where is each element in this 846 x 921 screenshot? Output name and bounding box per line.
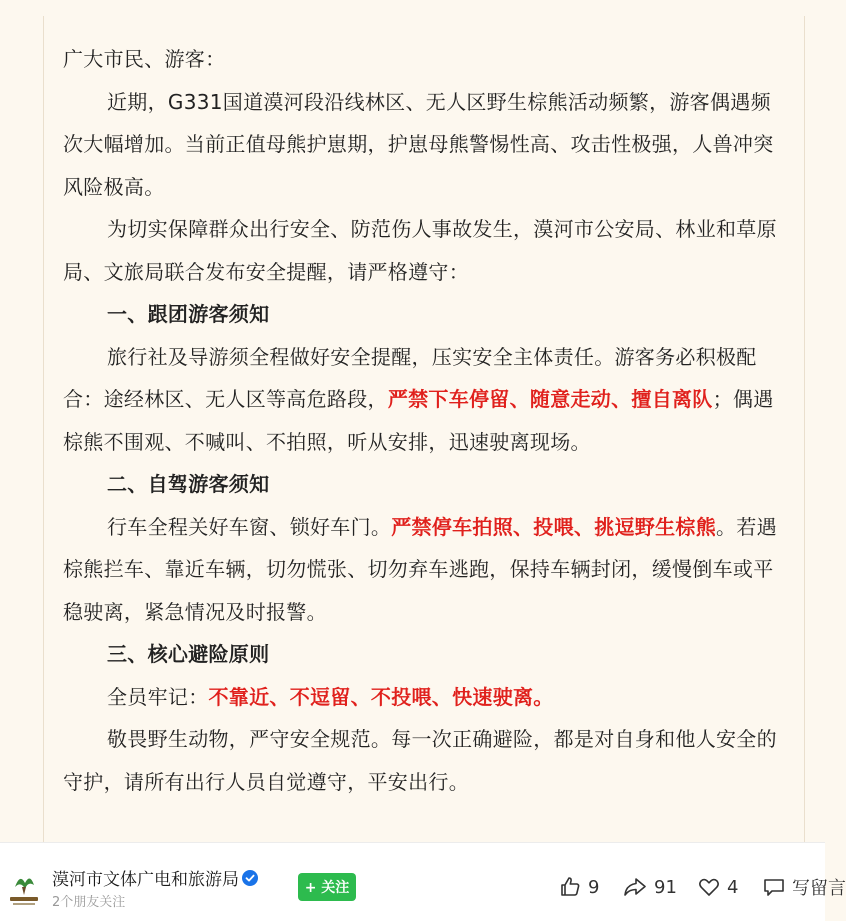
section1-highlight: 严禁下车停留、随意走动、擅自离队 xyxy=(387,387,713,411)
section1-text-a: 旅行社及导游须全程做好安全提醒，压实安全主体责任。游客务必积极配合：途经林区、无人区等高危路段， xyxy=(63,344,757,411)
like-count: 9 xyxy=(588,876,600,898)
section1-paragraph xyxy=(63,336,788,464)
section2-text-b: 。若遇棕熊拦车、靠近车辆，切勿慌张、切勿弃车逃跑，保持车辆封闭，缓慢倒车或平稳驶离，紧急情况及时报警。 xyxy=(63,514,777,624)
section3-paragraph xyxy=(63,676,788,719)
article-body xyxy=(63,38,788,803)
heart-icon xyxy=(697,875,721,899)
closing-paragraph: 敬畏野生动物，严守安全规范。每一次正确避险，都是对自身和他人安全的守护，请所有出行人员自觉遵守，平安出行。 xyxy=(63,727,777,794)
comment-label: 写留言 xyxy=(792,878,846,899)
section3-text-a: 全员牢记： xyxy=(107,684,209,709)
account-name[interactable] xyxy=(52,865,258,890)
friends-follow-count: 2个朋友关注 xyxy=(52,895,126,910)
section2-paragraph xyxy=(63,506,788,634)
greeting: 广大市民、游客： xyxy=(63,47,226,71)
section3-highlight: 不靠近、不逗留、不投喂、快速驶离。 xyxy=(208,684,554,709)
favorite-button[interactable] xyxy=(697,873,738,901)
share-icon xyxy=(622,875,648,899)
section1-text-b: ；偶遇棕熊不围观、不喊叫、不拍照，听从安排，迅速驶离现场。 xyxy=(63,387,774,454)
like-button[interactable] xyxy=(558,873,599,901)
share-button[interactable] xyxy=(622,873,677,901)
avatar[interactable] xyxy=(3,867,45,909)
section1-heading: 一、跟团游客须知 xyxy=(107,302,270,326)
thumbs-up-icon xyxy=(558,875,582,899)
follow-button[interactable]: + 关注 xyxy=(298,873,356,901)
section2-highlight: 严禁停车拍照、投喂、挑逗野生棕熊 xyxy=(391,514,717,539)
section3-heading: 三、核心避险原则 xyxy=(107,642,270,666)
verified-icon xyxy=(242,870,258,886)
bottom-bar xyxy=(0,842,846,921)
section2-heading: 二、自驾游客须知 xyxy=(107,472,270,496)
section2-text-a: 行车全程关好车窗、锁好车门。 xyxy=(107,514,392,539)
share-count: 91 xyxy=(654,876,677,898)
purpose-paragraph: 为切实保障群众出行安全、防范伤人事故发生，漠河市公安局、林业和草原局、文旅局联合发布安全提醒，请严格遵守： xyxy=(63,217,777,284)
intro-paragraph: 近期，G331国道漠河段沿线林区、无人区野生棕熊活动频繁，游客偶遇频次大幅增加。当前正值母熊护崽期，护崽母熊警惕性高、攻击性极强，人兽冲突风险极高。 xyxy=(63,89,774,199)
favorite-count: 4 xyxy=(727,876,739,898)
comment-button[interactable] xyxy=(762,873,846,901)
comment-icon xyxy=(762,875,786,899)
account-name-text[interactable]: 漠河市文体广电和旅游局 xyxy=(52,870,239,890)
account-logo-icon xyxy=(3,867,45,909)
